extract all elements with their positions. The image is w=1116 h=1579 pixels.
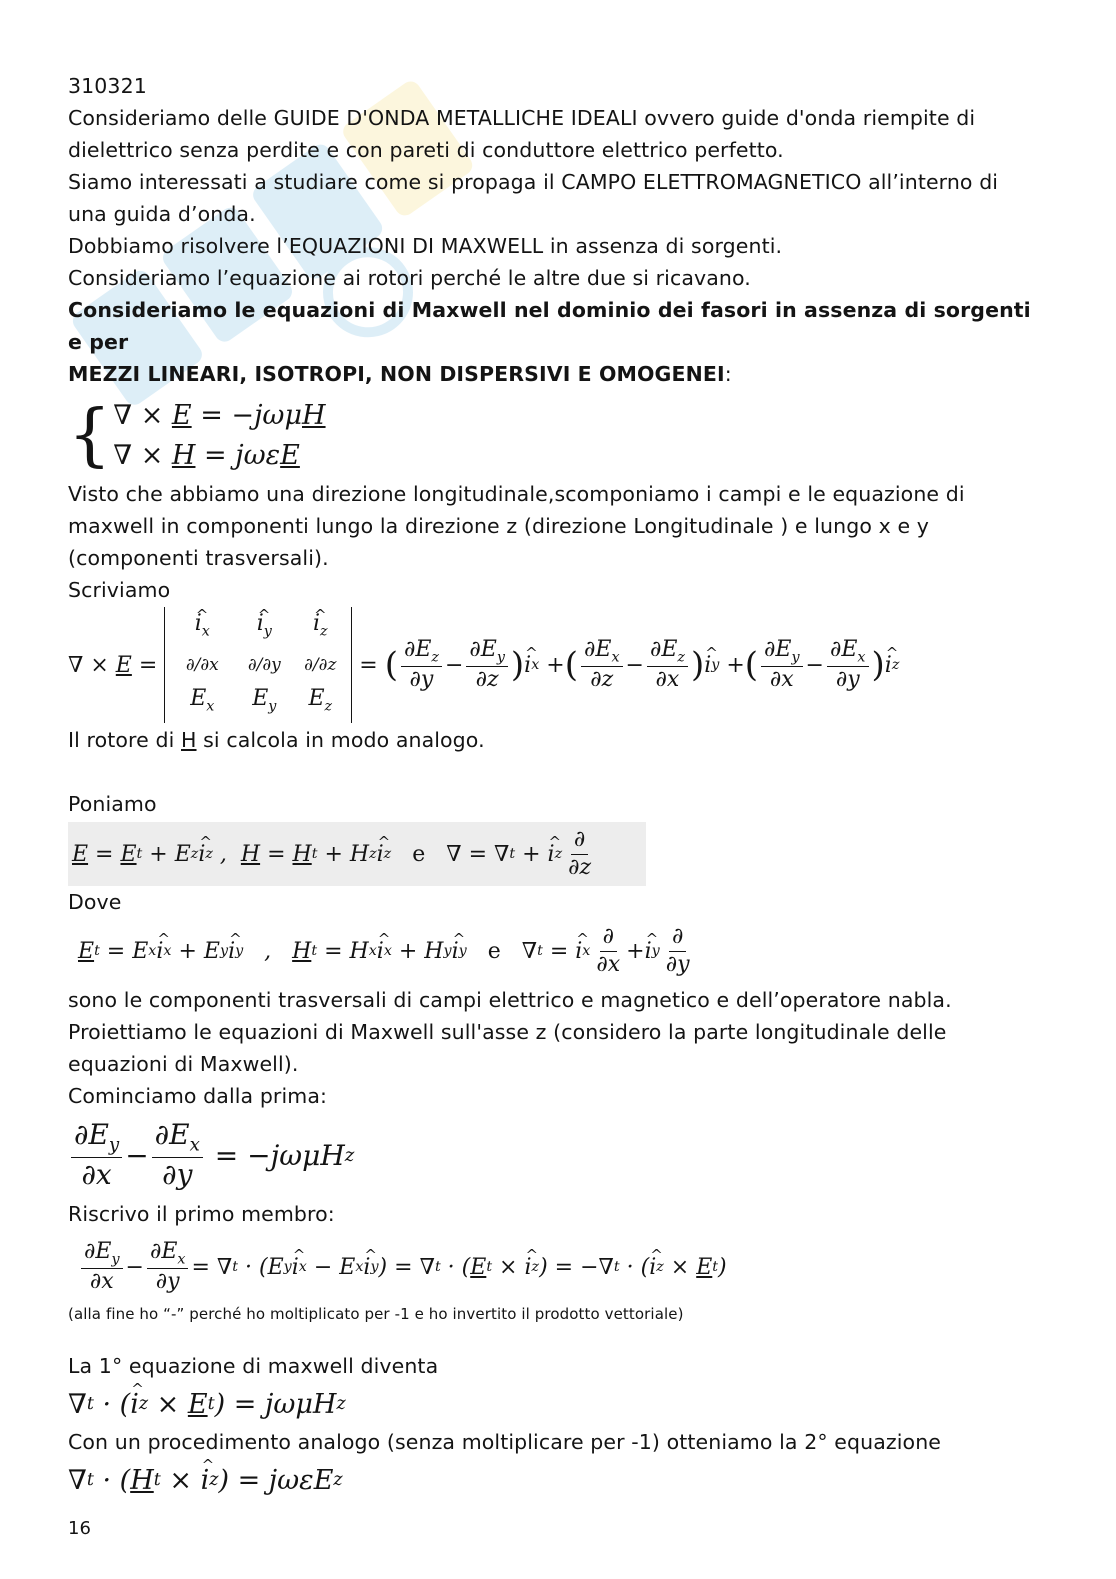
page-number: 16: [68, 1518, 91, 1539]
paragraph-6c: (componenti trasversali).: [68, 546, 329, 570]
blank-line: [68, 756, 1048, 788]
paragraph-17: Con un procedimento analogo (senza moltiplicare per -1) otteniamo la 2° equazione: [68, 1430, 941, 1454]
paragraph-5b-line: [68, 358, 1048, 390]
transverse-components-equation: E t = E x ^ i x + E y ^ i y , H t = H x ^ i x + H y ^ i y e ∇ t = ^ i x $\frac{\partial}{\partial x}$ + ^ i y $\frac{\partial}{\partial y}$: [68, 918, 1048, 984]
paragraph-3: Dobbiamo risolvere l’EQUAZIONI DI MAXWELL in assenza di sorgenti.: [68, 234, 783, 258]
paragraph-1b: dielettrico senza perdite e con pareti di conduttore elettrico perfetto.: [68, 138, 784, 162]
paragraph-8h: H: [181, 728, 197, 752]
field-decomposition-equation: E = E t + E z ^ i z , H = H t + H z ^ i z e ∇ = ∇ t + ^ i z $\frac{\partial}{\partial z}$: [68, 822, 646, 886]
paragraph-14: Riscrivo il primo membro:: [68, 1202, 335, 1226]
paragraph-2: Siamo interessati a studiare come si propaga il CAMPO ELETTROMAGNETICO all’interno di: [68, 170, 999, 194]
maxwell-second-transformed: ∇ t · ( H t × ^ i z ) = jωε E z: [68, 1458, 1048, 1502]
paragraph-8: [68, 724, 1048, 756]
paragraph-5b: MEZZI LINEARI, ISOTROPI, NON DISPERSIVI E OMOGENEI: [68, 362, 725, 386]
paragraph-5c: :: [724, 362, 732, 386]
first-member-rewrite: $\frac{\partial E_y}{\partial x}$ − $\frac{\partial E_x}{\partial y}$ = ∇ t · (E y ^ i x − E x ^ i y ) = ∇ t · ( E t × ^ i z ) = − ∇ t · ( ^ i z × E t ): [68, 1230, 1048, 1304]
paragraph-4: Consideriamo l’equazione ai rotori perché le altre due si ricavano.: [68, 266, 751, 290]
doc-code: 310321: [68, 74, 147, 98]
paragraph-8b: si calcola in modo analogo.: [196, 728, 485, 752]
paragraph-7: Scriviamo: [68, 578, 171, 602]
first-equation-z: $\frac{\partial E_y}{\partial x}$ − $\frac{\partial E_x}{\partial y}$ = − jωμ H z: [68, 1112, 1048, 1198]
paragraph-15: (alla fine ho “-” perché ho moltiplicato per -1 e ho invertito il prodotto vettoriale): [68, 1305, 684, 1323]
blank-line-2: [68, 1324, 1048, 1350]
paragraph-2b: una guida d’onda.: [68, 202, 256, 226]
paragraph-1: Consideriamo delle GUIDE D'ONDA METALLICHE IDEALI ovvero guide d'onda riempite di: [68, 106, 976, 130]
paragraph-6b: maxwell in componenti lungo la direzione z (direzione Longitudinale ) e lungo x e y: [68, 514, 930, 538]
paragraph-11: sono le componenti trasversali di campi elettrico e magnetico e dell’operatore nabla.: [68, 988, 952, 1012]
paragraph-8a: Il rotore di: [68, 728, 181, 752]
paragraph-9: Poniamo: [68, 792, 157, 816]
paragraph-13: Cominciamo dalla prima:: [68, 1084, 327, 1108]
paragraph-12: Proiettiamo le equazioni di Maxwell sull'asse z (considero la parte longitudinale delle: [68, 1020, 947, 1044]
document-page: [68, 70, 1048, 1502]
paragraph-6: Visto che abbiamo una direzione longitudinale,scomponiamo i campi e le equazione di: [68, 482, 965, 506]
paragraph-12b: equazioni di Maxwell).: [68, 1052, 299, 1076]
paragraph-10: Dove: [68, 890, 122, 914]
curl-determinant-equation: ∇ × E = ^ $i_x$ ^ $i_y$ ^ $i_z$ ∂/∂x ∂/∂y ∂/∂z $E_x$ $E_y$ $E_z$ = ( $\frac{\partial E_z}{\partial y}$ − $\frac{\partial E_y}{\partial z}$ ) ^ i x + ( $\frac{\partial E_x}{\partial z}$ − $\frac{\partial E_z}{\partial x}$ ) ^ i y + ( $\frac{\partial E_y}{\partial x}$ − $\frac{\partial E_x}{\partial y}$ ) ^ i z: [68, 606, 1048, 724]
maxwell-first-transformed: ∇ t · ( ^ i z × E t ) = jωμ H z: [68, 1382, 1048, 1426]
maxwell-system-equation: { ∇ × E = −jωμH ∇ × H = jωεE: [68, 396, 326, 475]
paragraph-16: La 1° equazione di maxwell diventa: [68, 1354, 439, 1378]
paragraph-5a: Consideriamo le equazioni di Maxwell nel dominio dei fasori in assenza di sorgenti e per: [68, 298, 1031, 354]
